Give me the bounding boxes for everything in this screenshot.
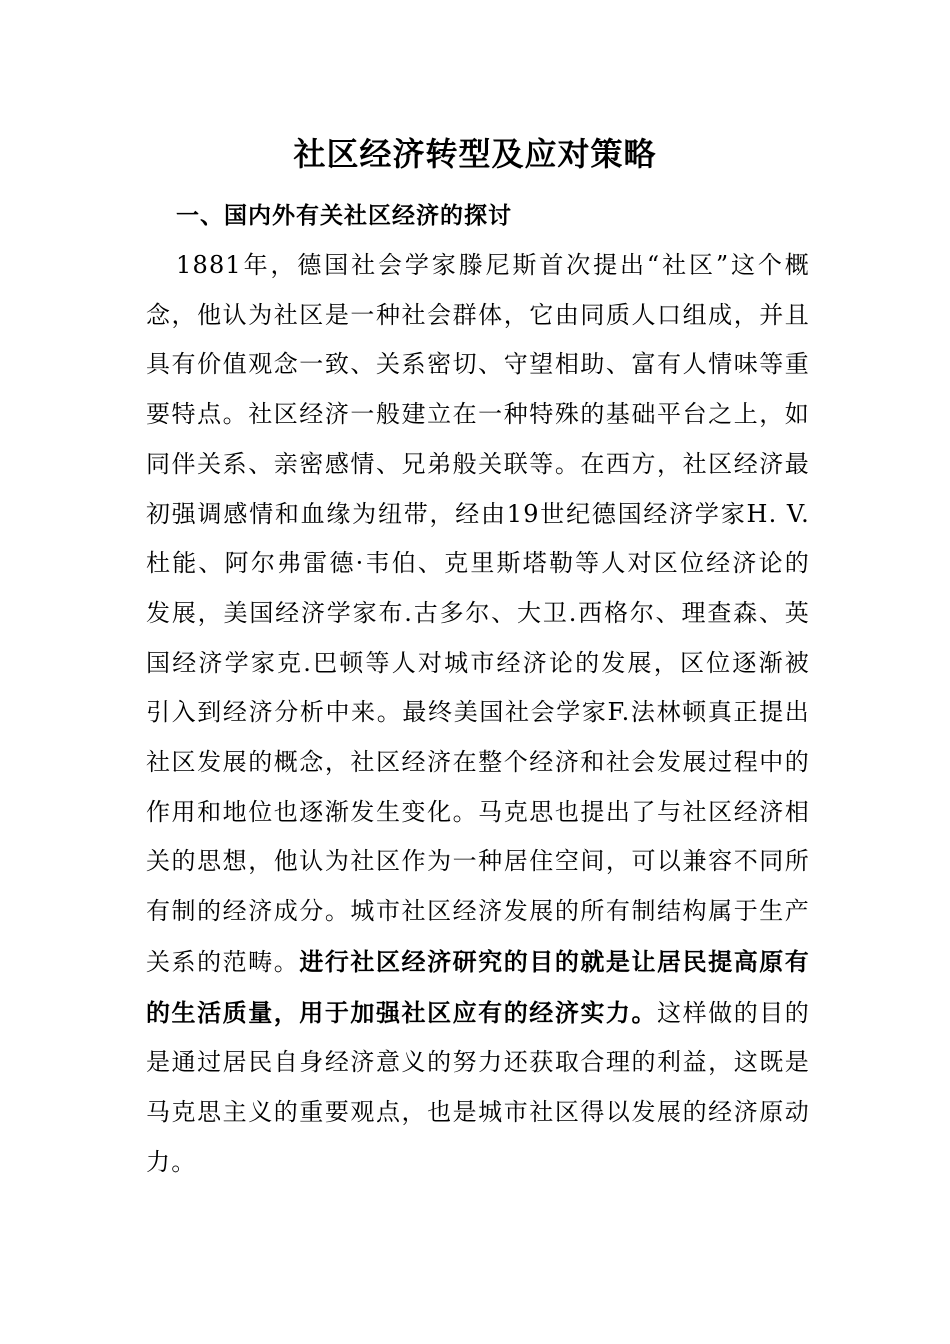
body-paragraph: [146, 241, 810, 1187]
paragraph-bold-text: 进行社区经济研究的目的就是让居民提高原有的生活质量，用于加强社区应有的经济实力。: [146, 946, 810, 1027]
paragraph-text-part2: 这样做的目的是通过居民自身经济意义的努力还获取合理的利益，这既是马克思主义的重要观点，也是城市社区得以发展的经济原动力。: [146, 998, 811, 1176]
paragraph-text-part1: 1881年，德国社会学家滕尼斯首次提出“社区”这个概念，他认为社区是一种社会群体，它由同质人口组成，并且具有价值观念一致、关系密切、守望相助、富有人情味等重要特点。社区经济一般建立在一种特殊的基础平台之上，如同伴关系、亲密感情、兄弟般关联等。在西方，社区经济最初强调感情和血缘为纽带，经由19世纪德国经济学家H. V.杜能、阿尔弗雷德·韦伯、克里斯塔勒等人对区位经济论的发展，美国经济学家布.古多尔、大卫.西格尔、理查森、英国经济学家克.巴顿等人对城市经济论的发展，区位逐渐被引入到经济分析中来。最终美国社会学家F.法林顿真正提出社区发展的概念，社区经济在整个经济和社会发展过程中的作用和地位也逐渐发生变化。马克思也提出了与社区经济相关的思想，他认为社区作为一种居住空间，可以兼容不同所有制的经济成分。城市社区经济发展的所有制结构属于生产关系的范畴。: [146, 251, 810, 976]
section-heading: 一、国内外有关社区经济的探讨: [176, 202, 512, 229]
document-title: 社区经济转型及应对策略: [293, 135, 657, 173]
